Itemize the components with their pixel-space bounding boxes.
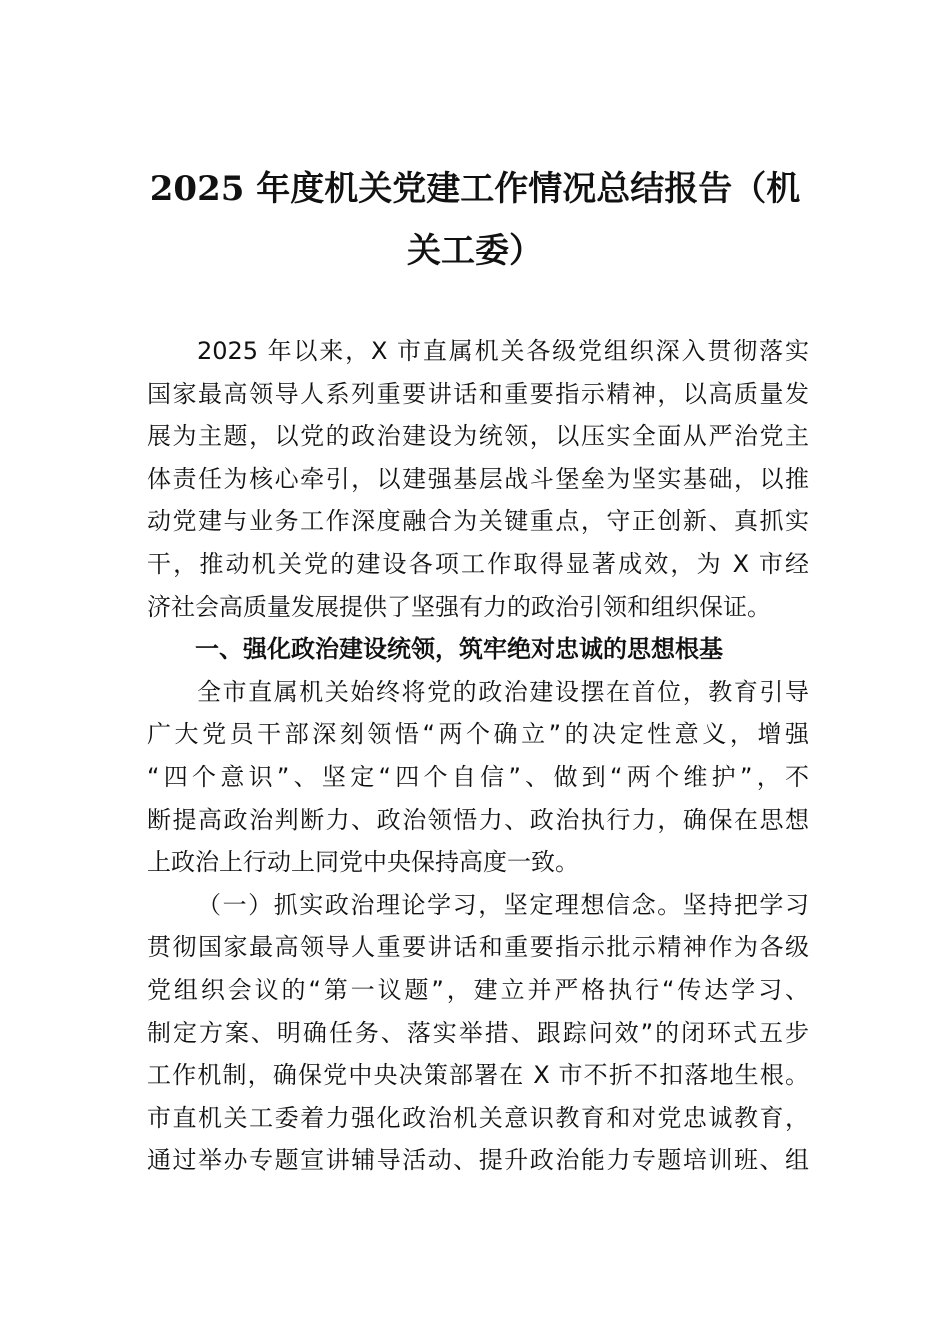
text-line: “四个意识”、坚定“四个自信”、做到“两个维护”，不 [147,762,809,791]
document-body [147,330,809,1182]
text-line: 全市直属机关始终将党的政治建设摆在首位，教育引导 [197,677,809,706]
text-line: 动党建与业务工作深度融合为关键重点，守正创新、真抓实 [147,507,809,536]
text-line: 2025 年以来，X 市直属机关各级党组织深入贯彻落实 [197,337,809,365]
text-line: 体责任为核心牵引，以建强基层战斗堡垒为坚实基础，以推 [147,464,809,493]
text-line: 党组织会议的“第一议题”，建立并严格执行“传达学习、 [147,975,809,1004]
text-line: 国家最高领导人系列重要讲话和重要指示精神，以高质量发 [147,379,809,408]
title-line-2: 关工委） [407,231,543,271]
section-heading-text: 一、强化政治建设统领，筑牢绝对忠诚的思想根基 [195,635,723,664]
subsection-1-paragraph [147,884,809,1182]
text-line: 通过举办专题宣讲辅导活动、提升政治能力专题培训班、组 [147,1146,809,1175]
document-title [140,158,810,282]
section-heading-1 [147,628,809,671]
text-line: 展为主题，以党的政治建设为统领，以压实全面从严治党主 [147,422,809,451]
title-line-1: 2025 年度机关党建工作情况总结报告（机 [149,169,801,209]
text-line: 制定方案、明确任务、落实举措、跟踪问效”的闭环式五步 [147,1018,809,1047]
text-line: 上政治上行动上同党中央保持高度一致。 [147,848,579,877]
section-1-paragraph [147,671,809,884]
text-line: （一）抓实政治理论学习，坚定理想信念。坚持把学习 [197,890,809,919]
text-line: 济社会高质量发展提供了坚强有力的政治引领和组织保证。 [147,592,771,621]
text-line: 工作机制，确保党中央决策部署在 X 市不折不扣落地生根。 [147,1061,809,1090]
text-line: 广大党员干部深刻领悟“两个确立”的决定性意义，增强 [147,720,809,749]
text-line: 市直机关工委着力强化政治机关意识教育和对党忠诚教育， [147,1103,809,1132]
text-line: 干，推动机关党的建设各项工作取得显著成效，为 X 市经 [147,549,809,578]
text-line: 贯彻国家最高领导人重要讲话和重要指示批示精神作为各级 [147,933,809,962]
intro-paragraph [147,330,809,628]
text-line: 断提高政治判断力、政治领悟力、政治执行力，确保在思想 [147,805,809,834]
